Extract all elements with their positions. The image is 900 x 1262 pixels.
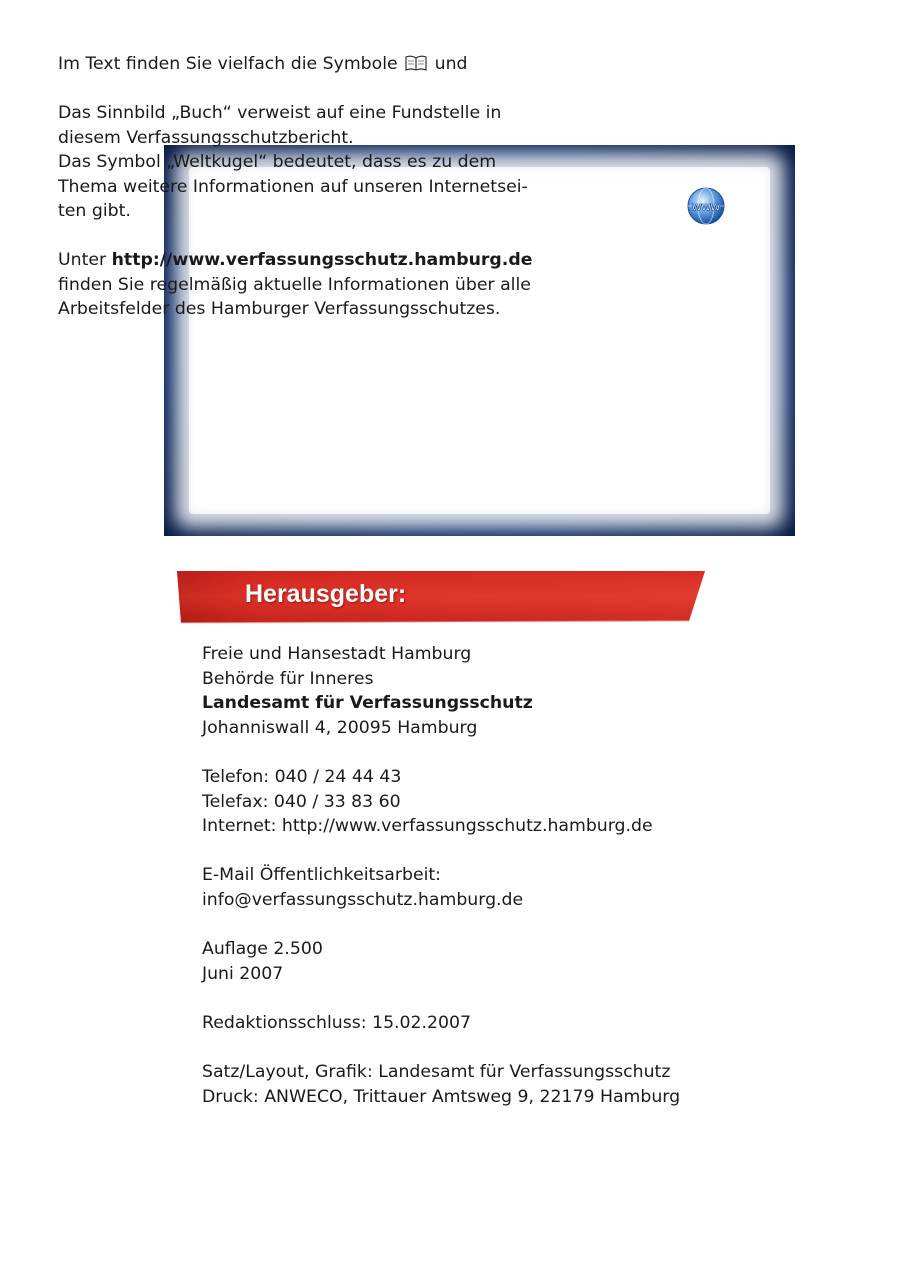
org-city: Freie und Hansestadt Hamburg — [202, 644, 472, 664]
publisher-details — [202, 642, 862, 1109]
editorial-deadline: Redaktionsschluss: 15.02.2007 — [202, 1012, 472, 1033]
internet[interactable]: Internet: http://www.verfassungsschutz.hamburg.de — [202, 816, 653, 837]
layout-credit: Satz/Layout, Grafik: Landesamt für Verfassungsschutz — [202, 1062, 671, 1083]
fax: Telefax: 040 / 33 83 60 — [202, 791, 401, 812]
email-label: E-Mail Öffentlichkeitsarbeit: — [202, 865, 441, 886]
book-icon — [405, 55, 427, 71]
print-credit: Druck: ANWECO, Trittauer Amtsweg 9, 22179 Hamburg — [202, 1086, 681, 1107]
address: Johanniswall 4, 20095 Hamburg — [202, 717, 478, 738]
publication-date: Juni 2007 — [202, 963, 284, 984]
org-office: Landesamt für Verfassungsschutz — [202, 693, 533, 714]
www-globe-icon — [687, 187, 725, 225]
symbols-intro: Im Text finden Sie vielfach die Symbole und — [58, 54, 468, 74]
website-line-2: finden Sie regelmäßig aktuelle Informationen über alle — [58, 274, 531, 295]
website-link[interactable]: http://www.verfassungsschutz.hamburg.de — [111, 250, 533, 270]
info-text — [58, 52, 588, 322]
svg-text:www: www — [691, 199, 721, 214]
email[interactable]: info@verfassungsschutz.hamburg.de — [202, 889, 524, 910]
website-line: Unter http://www.verfassungsschutz.hamburg.de — [58, 250, 533, 270]
edition: Auflage 2.500 — [202, 939, 323, 960]
book-symbol-explanation: Das Sinnbild „Buch“ verweist auf eine Fundstelle in — [58, 103, 502, 123]
globe-symbol-explanation-2: Thema weitere Informationen auf unseren Internetsei- — [58, 176, 528, 197]
globe-symbol-explanation-3: ten gibt. — [58, 201, 131, 221]
section-title: Herausgeber: — [245, 580, 407, 608]
website-line-3: Arbeitsfelder des Hamburger Verfassungsschutzes. — [58, 299, 501, 319]
book-symbol-explanation-2: diesem Verfassungsschutzbericht. — [58, 127, 354, 148]
phone: Telefon: 040 / 24 44 43 — [202, 766, 402, 787]
globe-symbol-explanation: Das Symbol „Weltkugel“ bedeutet, dass es zu dem — [58, 152, 497, 172]
org-authority: Behörde für Inneres — [202, 668, 374, 689]
